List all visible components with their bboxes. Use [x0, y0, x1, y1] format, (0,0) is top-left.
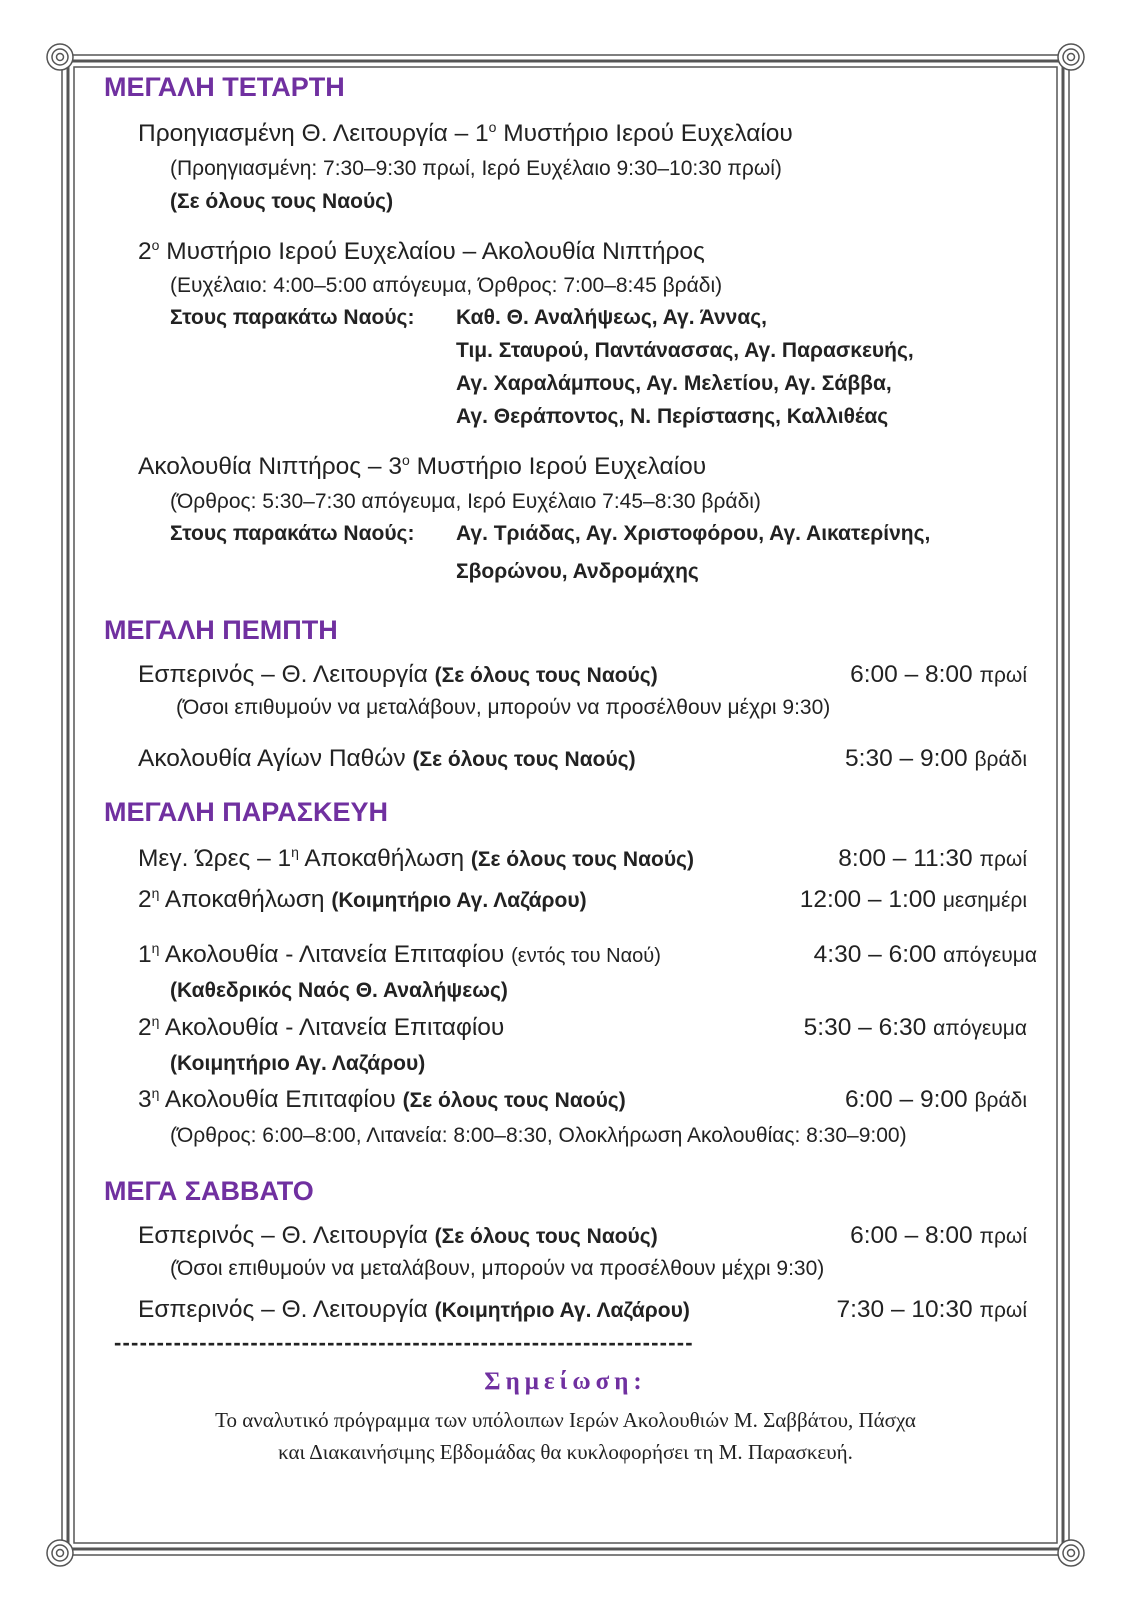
service-time: 6:00 – 9:00 βράδι	[845, 1086, 1027, 1113]
service-times: (Όρθρος: 5:30–7:30 απόγευμα, Ιερό Ευχέλαιο 7:45–8:30 βράδι)	[170, 490, 761, 513]
service-time: 7:30 – 10:30 πρωί	[836, 1296, 1027, 1323]
note-title: Σημείωση:	[484, 1368, 647, 1395]
church-list-line: Αγ. Τριάδας, Αγ. Χριστοφόρου, Αγ. Αικατερίνης,	[456, 522, 931, 545]
service-time: 4:30 – 6:00 απόγευμα	[813, 941, 1037, 968]
service-title: $3^\eta$ Ακολουθία Επιταφίου (Σε όλους τους Ναούς)	[138, 1085, 626, 1113]
church-list-line: Τιμ. Σταυρού, Παντάνασσας, Αγ. Παρασκευής,	[456, 339, 914, 362]
service-location: (Σε όλους τους Ναούς)	[170, 190, 394, 213]
service-title: $2^\eta$ Ακολουθία - Λιτανεία Επιταφίου	[138, 1013, 505, 1041]
service-title: Προηγιασμένη Θ. Λειτουργία – $1^o$ Μυστήριο Ιερού Ευχελαίου	[138, 119, 793, 147]
service-time: 5:30 – 6:30 απόγευμα	[803, 1014, 1027, 1041]
heading-saturday: ΜΕΓΑ ΣΑΒΒΑΤΟ	[104, 1176, 314, 1206]
service-title: Ακολουθία Νιπτήρος – $3^o$ Μυστήριο Ιερού Ευχελαίου	[138, 452, 707, 480]
church-list-line: Αγ. Θεράποντος, Ν. Περίστασης, Καλλιθέας	[456, 405, 889, 428]
service-title: Μεγ. Ώρες – $1^\eta$ Αποκαθήλωση (Σε όλους τους Ναούς)	[138, 844, 694, 872]
heading-wednesday: ΜΕΓΑΛΗ ΤΕΤΑΡΤΗ	[104, 72, 345, 102]
service-time: 12:00 – 1:00 μεσημέρι	[799, 886, 1027, 913]
service-title: $1^\eta$ Ακολουθία - Λιτανεία Επιταφίου (εντός του Ναού)	[138, 940, 661, 968]
service-location: (Κοιμητήριο Αγ. Λαζάρου)	[170, 1052, 426, 1075]
note-line: και Διακαινήσιμης Εβδομάδας θα κυκλοφορήσει τη Μ. Παρασκευή.	[278, 1440, 853, 1464]
service-times: (Ευχέλαιο: 4:00–5:00 απόγευμα, Όρθρος: 7:00–8:45 βράδι)	[170, 274, 723, 297]
note-line: Το αναλυτικό πρόγραμμα των υπόλοιπων Ιερών Ακολουθιών Μ. Σαββάτου, Πάσχα	[215, 1408, 916, 1432]
service-title: $2^o$ Μυστήριο Ιερού Ευχελαίου – Ακολουθία Νιπτήρος	[138, 237, 705, 265]
church-list-line: Καθ. Θ. Αναλήψεως, Αγ. Άννας,	[456, 306, 768, 329]
churches-label: Στους παρακάτω Ναούς:	[170, 522, 415, 545]
service-time: 5:30 – 9:00 βράδι	[845, 745, 1027, 772]
service-title: Ακολουθία Αγίων Παθών (Σε όλους τους Ναούς)	[138, 745, 636, 772]
service-location: (Καθεδρικός Ναός Θ. Αναλήψεως)	[170, 979, 508, 1002]
service-note: (Όρθρος: 6:00–8:00, Λιτανεία: 8:00–8:30, Ολοκλήρωση Ακολουθίας: 8:30–9:00)	[170, 1124, 907, 1147]
service-time: 8:00 – 11:30 πρωί	[838, 845, 1027, 872]
service-title: Εσπερινός – Θ. Λειτουργία (Κοιμητήριο Αγ. Λαζάρου)	[138, 1296, 690, 1323]
service-title: Εσπερινός – Θ. Λειτουργία (Σε όλους τους Ναούς)	[138, 661, 658, 688]
service-title: $2^\eta$ Αποκαθήλωση (Κοιμητήριο Αγ. Λαζάρου)	[138, 885, 587, 913]
churches-label: Στους παρακάτω Ναούς:	[170, 306, 415, 329]
service-note: (Όσοι επιθυμούν να μεταλάβουν, μπορούν να προσέλθουν μέχρι 9:30)	[176, 696, 831, 719]
service-title: Εσπερινός – Θ. Λειτουργία (Σε όλους τους Ναούς)	[138, 1222, 658, 1249]
church-list-line: Σβορώνου, Ανδρομάχης	[456, 560, 699, 583]
service-times: (Προηγιασμένη: 7:30–9:30 πρωί, Ιερό Ευχέλαιο 9:30–10:30 πρωί)	[170, 157, 782, 180]
heading-thursday: ΜΕΓΑΛΗ ΠΕΜΠΤΗ	[104, 615, 338, 645]
service-time: 6:00 – 8:00 πρωί	[850, 1222, 1027, 1249]
heading-friday: ΜΕΓΑΛΗ ΠΑΡΑΣΚΕΥΗ	[104, 797, 389, 827]
service-time: 6:00 – 8:00 πρωί	[850, 661, 1027, 688]
church-list-line: Αγ. Χαραλάμπους, Αγ. Μελετίου, Αγ. Σάββα,	[456, 372, 892, 395]
separator-line: --------------------------------------------------------------------	[114, 1330, 694, 1355]
service-note: (Όσοι επιθυμούν να μεταλάβουν, μπορούν να προσέλθουν μέχρι 9:30)	[170, 1257, 825, 1280]
